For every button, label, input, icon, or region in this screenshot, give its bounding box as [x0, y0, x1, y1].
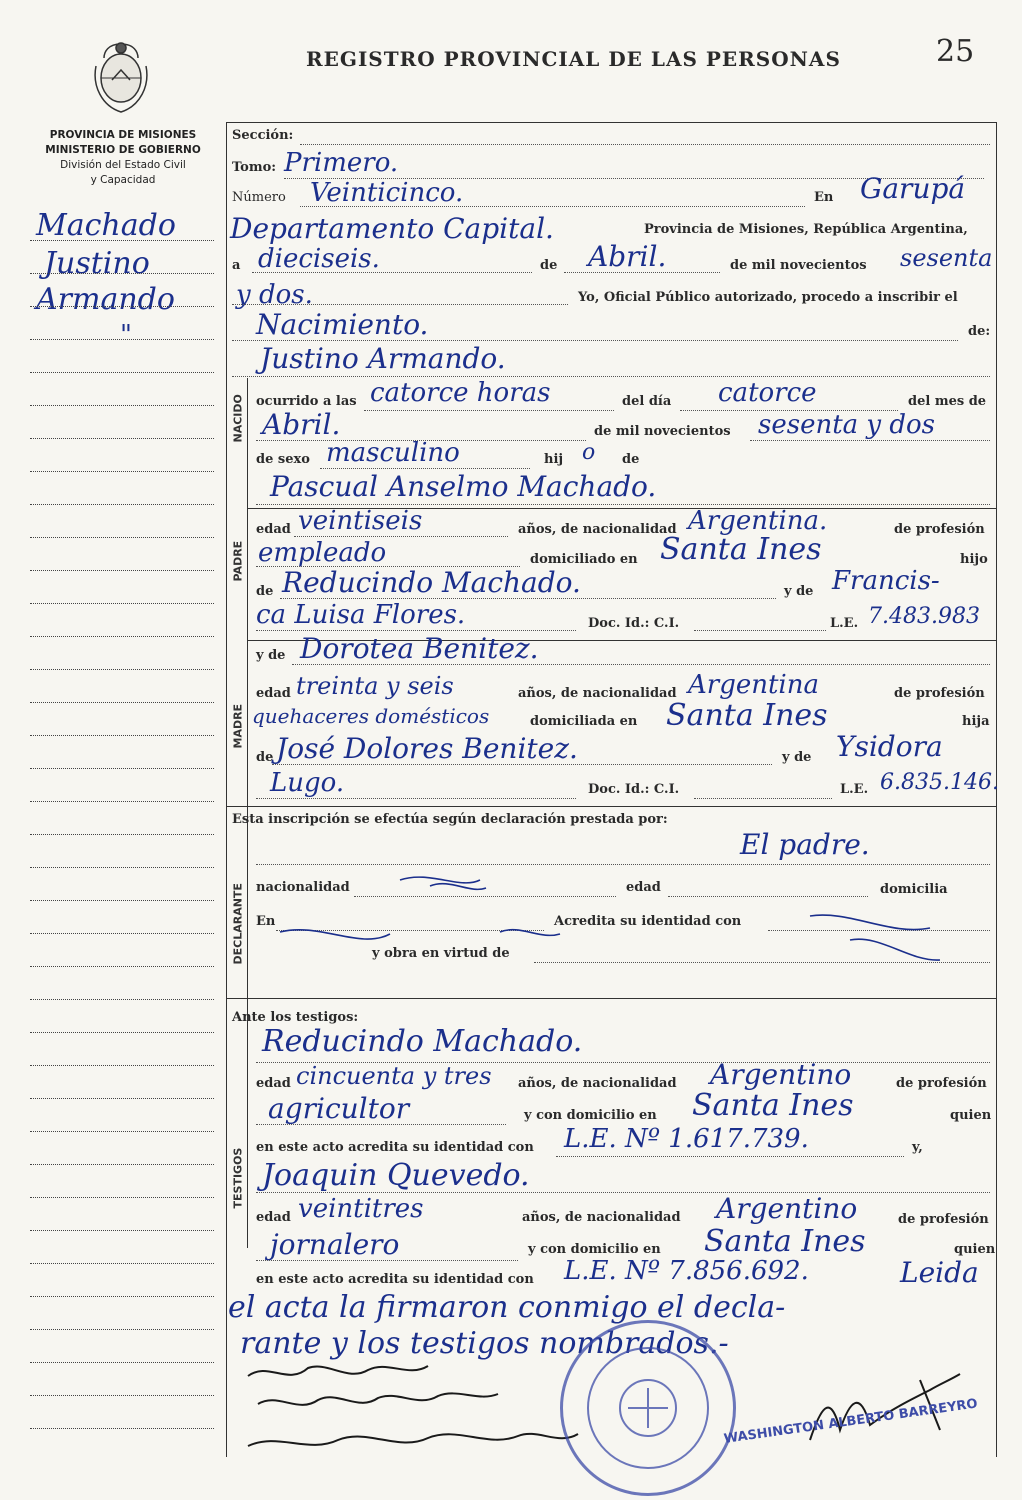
testigo1-prof-field [256, 1124, 506, 1125]
label-t1-nac: años, de nacionalidad [518, 1076, 677, 1091]
coat-of-arms-emblem [88, 36, 154, 116]
padre-edad-value: veintiseis [298, 506, 423, 536]
closing-line-1: Leida [900, 1256, 979, 1289]
section-label-declarante: DECLARANTE [231, 883, 245, 965]
margin-rule-line [30, 1065, 214, 1066]
label-t1-quien: quien [950, 1108, 992, 1123]
section-label-padre: PADRE [231, 540, 245, 582]
margin-rule-line [30, 999, 214, 1000]
label-a: a [232, 258, 241, 273]
mes-field [564, 272, 720, 273]
madre-edad-value: treinta y seis [296, 672, 454, 700]
label-padre-le: L.E. [830, 616, 859, 631]
margin-rule-line [30, 570, 214, 571]
margin-rule-line [30, 273, 214, 274]
mes-value: Abril. [588, 240, 667, 273]
testigo2-nombre-value: Joaquin Quevedo. [262, 1158, 530, 1193]
abuelo-pat-field [280, 598, 776, 599]
label-de-colon: de: [968, 324, 991, 339]
label-de-mes: de [540, 258, 558, 273]
testigo2-edad-value: veintitres [298, 1194, 424, 1224]
office-capacity: y Capacidad [90, 174, 156, 186]
nombre-value: Justino Armando. [260, 342, 506, 375]
abuela-pat-1-value: Francis- [832, 566, 940, 596]
margin-rule-line [30, 636, 214, 637]
label-dec-acredita: Acredita su identidad con [554, 914, 742, 929]
madre-nac-value: Argentina [688, 670, 819, 700]
label-dec-edad: edad [626, 880, 661, 895]
frame-left-line [226, 122, 227, 1457]
label-yo-oficial: Yo, Oficial Público autorizado, procedo a inscribir el [578, 290, 958, 305]
margin-rule-line [30, 1164, 214, 1165]
label-padre-prof: de profesión [894, 522, 985, 537]
margin-rule-line [30, 1362, 214, 1363]
numero-field [300, 206, 805, 207]
abuelo-mat-value: José Dolores Benitez. [276, 732, 578, 765]
padre-edad-field [294, 536, 508, 537]
official-name-stamp: WASHINGTON ALBERTO BARREYRO [722, 1396, 979, 1447]
madre-prof-value: quehaceres domésticos [252, 704, 490, 728]
testigo1-nac-value: Argentino [710, 1058, 852, 1091]
label-dec-en: En [256, 914, 276, 929]
madre-le-value: 6.835.146. [880, 770, 999, 795]
margin-surname: Machado [36, 208, 176, 243]
label-mil-novecientos: de mil novecientos [730, 258, 867, 273]
hora-value: catorce horas [370, 378, 551, 408]
margin-rule-line [30, 537, 214, 538]
margin-rule-line [30, 1131, 214, 1132]
margin-rule-line [30, 1428, 214, 1429]
label-de-sexo: de sexo [256, 452, 310, 467]
dia-field [252, 272, 532, 273]
margin-rule-line [30, 900, 214, 901]
office-province: PROVINCIA DE MISIONES [49, 129, 197, 141]
label-padre-edad: edad [256, 522, 291, 537]
testigo2-doc-value: L.E. Nº 7.856.692. [564, 1256, 809, 1286]
margin-rule-line [30, 768, 214, 769]
declarante-strikeout-marks [250, 870, 995, 990]
departamento-value: Departamento Capital. [230, 212, 554, 245]
label-del-mes: del mes de [908, 394, 987, 409]
testigo1-doc-field [556, 1156, 904, 1157]
label-y-de-abuela-pat: y de [784, 584, 814, 599]
margin-rule-line [30, 1230, 214, 1231]
tomo-value: Primero. [284, 148, 399, 178]
testigo2-prof-field [256, 1260, 518, 1261]
margin-rule-line [30, 372, 214, 373]
numero-value: Veinticinco. [310, 178, 464, 208]
margin-second-name: Armando [36, 282, 175, 317]
testigo2-nombre-field [256, 1192, 990, 1193]
anio-nac-field [750, 440, 990, 441]
testigo2-nac-value: Argentino [716, 1192, 858, 1225]
label-de-abuelo-pat: de [256, 584, 274, 599]
anio-value: sesenta [900, 244, 993, 272]
margin-rule-line [30, 306, 214, 307]
label-t2-dom: y con domicilio en [528, 1242, 661, 1257]
hora-field [364, 410, 614, 411]
label-numero: Número [232, 190, 286, 205]
dia-value: dieciseis. [258, 244, 380, 274]
madre-doc-field [694, 798, 832, 799]
testigo2-dom-value: Santa Ines [704, 1224, 866, 1259]
seccion-field [300, 144, 990, 145]
label-ante-testigos: Ante los testigos: [232, 1010, 359, 1025]
label-madre-prof: de profesión [894, 686, 985, 701]
margin-rule-line [30, 1395, 214, 1396]
office-ministry: MINISTERIO DE GOBIERNO [45, 144, 201, 156]
anio2-field [232, 304, 568, 305]
abuelo-mat-field [272, 764, 772, 765]
margin-rule-line [30, 339, 214, 340]
label-t1-edad: edad [256, 1076, 291, 1091]
label-padre-doc: Doc. Id.: C.I. [588, 616, 680, 631]
label-y-de-abuela-mat: y de [782, 750, 812, 765]
declarante-bottom-divider [226, 998, 996, 999]
margin-rule-line [30, 933, 214, 934]
abuela-mat-2-value: Lugo. [270, 768, 345, 798]
label-de-hij: de [622, 452, 640, 467]
margin-rule-line [30, 1329, 214, 1330]
label-t1-acredita: en este acto acredita su identidad con [256, 1140, 534, 1155]
label-hija: hija [962, 714, 990, 729]
testigo1-dom-value: Santa Ines [692, 1088, 854, 1123]
label-madre-le: L.E. [840, 782, 869, 797]
padre-dom-value: Santa Ines [660, 532, 822, 567]
label-t1-y: y, [912, 1140, 923, 1155]
en-value: Garupá [860, 172, 966, 205]
testigo2-prof-value: jornalero [270, 1228, 400, 1261]
hijo-letra-value: o [582, 440, 596, 465]
document-title: REGISTRO PROVINCIAL DE LAS PERSONAS [306, 47, 841, 71]
label-tomo: Tomo: [232, 160, 277, 175]
padre-prof-value: empleado [258, 538, 387, 568]
margin-rule-line [30, 1296, 214, 1297]
abuela-mat-1-value: Ysidora [836, 730, 943, 763]
padre-nac-value: Argentina. [688, 506, 828, 536]
madre-bottom-divider [226, 806, 996, 807]
anio2-value: y dos. [236, 280, 313, 310]
label-del-dia: del día [622, 394, 672, 409]
madre-dom-value: Santa Ines [666, 698, 828, 733]
label-padre-nac: años, de nacionalidad [518, 522, 677, 537]
margin-rule-line [30, 702, 214, 703]
label-de-mil-nov: de mil novecientos [594, 424, 731, 439]
margin-rule-line [30, 405, 214, 406]
label-ocurrido: ocurrido a las [256, 394, 357, 409]
label-seccion: Sección: [232, 128, 294, 143]
label-t2-acredita: en este acto acredita su identidad con [256, 1272, 534, 1287]
label-dec-obra: y obra en virtud de [372, 946, 510, 961]
anio-nac-value: sesenta y dos [758, 410, 936, 440]
margin-rule-line [30, 669, 214, 670]
label-madre-doc: Doc. Id.: C.I. [588, 782, 680, 797]
padre-le-value: 7.483.983 [868, 604, 980, 629]
margin-first-name: Justino [44, 246, 150, 281]
section-label-madre: MADRE [231, 703, 245, 749]
label-madre-dom: domiciliada en [530, 714, 638, 729]
margin-rule-line [30, 801, 214, 802]
page-number: 25 [936, 34, 975, 69]
office-division: División del Estado Civil [60, 159, 186, 171]
margin-rule-line [30, 438, 214, 439]
madre-nombre-value: Dorotea Benitez. [300, 632, 539, 665]
declarante-value: El padre. [740, 828, 870, 861]
dia-nac-value: catorce [718, 378, 817, 408]
official-seal-stamp [560, 1320, 736, 1496]
testigo1-edad-value: cincuenta y tres [296, 1062, 492, 1090]
margin-rule-line [30, 834, 214, 835]
margin-rule-line [30, 240, 214, 241]
abuela-pat-2-field [256, 630, 576, 631]
label-provincia: Provincia de Misiones, República Argentina, [644, 222, 968, 237]
closing-line-2: el acta la firmaron conmigo el decla- [228, 1290, 786, 1325]
margin-rule-line [30, 735, 214, 736]
label-t2-nac: años, de nacionalidad [522, 1210, 681, 1225]
testigo1-prof-value: agricultor [268, 1092, 410, 1125]
label-t2-quien: quien [954, 1242, 996, 1257]
margin-ditto: " [120, 320, 132, 350]
label-esta-inscripcion: Esta inscripción se efectúa según declaración prestada por: [232, 812, 668, 827]
section-label-testigos: TESTIGOS [231, 1147, 245, 1209]
label-padre-dom: domiciliado en [530, 552, 638, 567]
mes-nac-value: Abril. [262, 408, 341, 441]
label-madre-edad: edad [256, 686, 291, 701]
office-block [28, 128, 218, 188]
frame-top-line [226, 122, 996, 123]
margin-rule-line [30, 471, 214, 472]
declarante-field [256, 864, 990, 865]
label-hij: hij [544, 452, 564, 467]
label-t2-prof: de profesión [898, 1212, 989, 1227]
margin-rule-line [30, 1263, 214, 1264]
nombre-field [232, 376, 990, 377]
madre-nombre-field [292, 664, 990, 665]
label-t1-dom: y con domicilio en [524, 1108, 657, 1123]
sexo-value: masculino [326, 438, 460, 468]
margin-rule-line [30, 603, 214, 604]
abuelo-pat-value: Reducindo Machado. [282, 566, 581, 599]
margin-rule-line [30, 966, 214, 967]
label-hijo: hijo [960, 552, 988, 567]
acto-field [232, 340, 958, 341]
testigo1-doc-value: L.E. Nº 1.617.739. [564, 1124, 809, 1154]
sexo-field [320, 468, 530, 469]
label-dec-nacionalidad: nacionalidad [256, 880, 350, 895]
margin-rule-line [30, 867, 214, 868]
padre-nombre-value: Pascual Anselmo Machado. [270, 470, 657, 503]
margin-rule-line [30, 504, 214, 505]
abuela-pat-2-value: ca Luisa Flores. [256, 600, 466, 630]
label-madre-nac: años, de nacionalidad [518, 686, 677, 701]
label-t1-prof: de profesión [896, 1076, 987, 1091]
padre-nombre-field [256, 504, 990, 505]
margin-rule-line [30, 1098, 214, 1099]
section-label-nacido: NACIDO [231, 394, 245, 443]
margin-rule-line [30, 1197, 214, 1198]
label-dec-domicilia: domicilia [880, 882, 948, 897]
label-en: En [814, 190, 834, 205]
acto-value: Nacimiento. [256, 308, 429, 341]
abuela-mat-2-field [256, 798, 576, 799]
label-t2-edad: edad [256, 1210, 291, 1225]
closing-line-3: rante y los testigos nombrados.- [240, 1326, 729, 1361]
testigo1-nombre-value: Reducindo Machado. [262, 1024, 583, 1059]
margin-rule-line [30, 1032, 214, 1033]
label-de-abuelo-mat: de [256, 750, 274, 765]
label-madre-y-de: y de [256, 648, 286, 663]
padre-doc-field [694, 630, 826, 631]
